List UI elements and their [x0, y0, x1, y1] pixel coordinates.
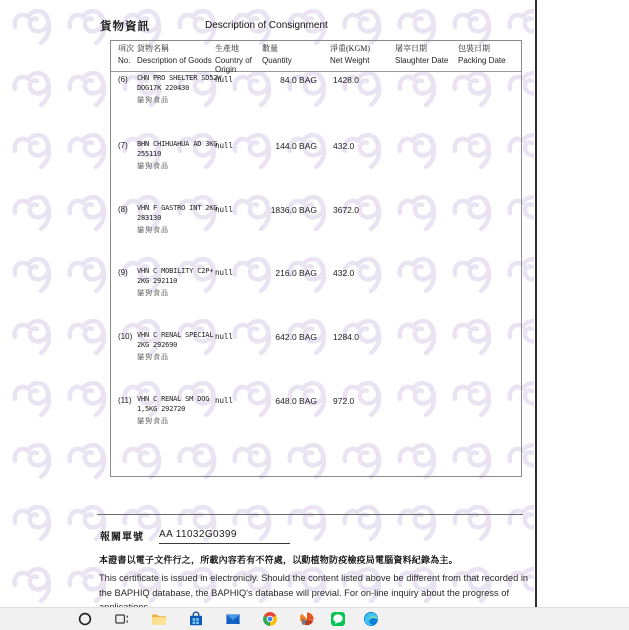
- table-row: [111, 267, 521, 327]
- quantity-value: 84.0 BAG: [280, 75, 317, 85]
- file-explorer-button[interactable]: [151, 611, 167, 627]
- declaration-number-label: 報關單號: [100, 532, 144, 543]
- quantity-value: 642.0 BAG: [275, 332, 317, 342]
- section-title-en: Description of Consignment: [205, 20, 328, 31]
- origin-value: null: [215, 205, 234, 214]
- goods-note: 貓狗食品: [137, 288, 169, 297]
- photoscape-button[interactable]: [299, 611, 315, 627]
- section-divider: [97, 514, 523, 515]
- column-header-en: Slaughter Date: [395, 55, 449, 65]
- chrome-button[interactable]: [262, 611, 278, 627]
- microsoft-store-button[interactable]: [188, 611, 204, 627]
- column-header-en: Country of Origin: [215, 55, 252, 74]
- cortana-button[interactable]: [77, 611, 93, 627]
- edge-icon: [363, 611, 379, 627]
- notice-en-line: the BAPHIQ database, the BAPHIQ's database will previal. For on-line inquiry about the progress of: [99, 587, 510, 598]
- task-view-button[interactable]: [114, 611, 130, 627]
- goods-note: 貓狗食品: [137, 416, 169, 425]
- table-row: [111, 74, 521, 134]
- taskbar: [0, 607, 629, 630]
- row-no: (10): [118, 332, 133, 341]
- column-header-zh: 貨物名稱: [137, 44, 169, 53]
- goods-description: VHN F GASTRO INT 2KG 283130 貓狗食品: [137, 204, 229, 235]
- declaration-number-value: AA 11032G0399: [159, 529, 290, 544]
- row-no: (6): [118, 75, 128, 84]
- notice-en-line: This certificate is issued in electronicly. Should the content listed above be different from that recorded in: [99, 573, 529, 583]
- section-title-zh: 貨物資訊: [100, 21, 150, 33]
- quantity-value: 144.0 BAG: [275, 141, 317, 151]
- line-icon: [330, 611, 346, 627]
- column-header-zh: 包裝日期: [458, 44, 490, 53]
- net-weight-value: 972.0: [333, 396, 355, 406]
- notice-zh: 本證書以電子文件行之，所載內容若有不符處，以動植物防疫檢疫局電腦資料紀錄為主。: [99, 555, 458, 565]
- column-header: [330, 44, 384, 65]
- goods-note: 貓狗食品: [137, 352, 169, 361]
- net-weight-value: 1428.0: [333, 75, 359, 85]
- mail-icon: [225, 611, 241, 627]
- column-header-zh: 生產地: [215, 44, 239, 53]
- column-header: [137, 44, 215, 65]
- column-header-zh: 項次: [118, 44, 134, 53]
- column-header-zh: 數量: [262, 44, 278, 53]
- chrome-icon: [262, 611, 278, 627]
- origin-value: null: [215, 332, 234, 341]
- quantity-value: 1836.0 BAG: [270, 205, 317, 215]
- quantity-value: 648.0 BAG: [275, 396, 317, 406]
- row-no: (9): [118, 268, 128, 277]
- microsoft-store-icon: [188, 611, 204, 627]
- net-weight-value: 1284.0: [333, 332, 359, 342]
- column-header: [395, 44, 455, 65]
- origin-value: null: [215, 268, 234, 277]
- goods-description: VHN C MOBILITY C2P+ 2KG 292110 貓狗食品: [137, 267, 229, 298]
- table-row: [111, 140, 521, 200]
- column-header-en: Quantity: [262, 55, 292, 65]
- goods-description: VHN C RENAL SM DOG 1,5KG 292720 貓狗食品: [137, 395, 229, 426]
- column-header: [458, 44, 518, 65]
- task-view-icon: [114, 611, 130, 627]
- column-header-en: Net Weight: [330, 55, 370, 65]
- edge-button[interactable]: [363, 611, 379, 627]
- row-no: (11): [118, 396, 132, 405]
- goods-description: BHN CHIHUAHUA AD 3KG 255110 貓狗食品: [137, 140, 229, 171]
- table-row: [111, 331, 521, 391]
- goods-note: 貓狗食品: [137, 161, 169, 170]
- net-weight-value: 432.0: [333, 141, 355, 151]
- column-header-en: No.: [118, 55, 131, 65]
- column-header-zh: 屠宰日期: [395, 44, 427, 53]
- column-header: [118, 44, 136, 65]
- origin-value: null: [215, 141, 234, 150]
- table-header-separator: [111, 71, 521, 72]
- origin-value: null: [215, 396, 234, 405]
- net-weight-value: 3672.0: [333, 205, 359, 215]
- photoscape-icon: [299, 611, 315, 627]
- net-weight-value: 432.0: [333, 268, 355, 278]
- table-row: [111, 395, 521, 455]
- row-no: (7): [118, 141, 128, 150]
- line-button[interactable]: [330, 611, 346, 627]
- column-header: [262, 44, 308, 65]
- goods-description: VHN C RENAL SPECIAL 2KG 292690 貓狗食品: [137, 331, 229, 362]
- file-explorer-icon: [151, 611, 167, 627]
- cortana-icon: [77, 611, 93, 627]
- goods-note: 貓狗食品: [137, 95, 169, 104]
- goods-note: 貓狗食品: [137, 225, 169, 234]
- quantity-value: 216.0 BAG: [275, 268, 317, 278]
- page-edge-line: [535, 0, 537, 607]
- column-header: [215, 44, 263, 75]
- goods-description: CHN PRO SHELTER SD52W DOG17K 220430 貓狗食品: [137, 74, 229, 105]
- consignment-table: [110, 40, 522, 477]
- column-header-en: Packing Date: [458, 55, 506, 65]
- column-header-en: Description of Goods: [137, 55, 212, 65]
- mail-button[interactable]: [225, 611, 241, 627]
- origin-value: null: [215, 75, 234, 84]
- table-row: [111, 204, 521, 264]
- row-no: (8): [118, 205, 128, 214]
- column-header-zh: 淨重(KGM): [330, 44, 370, 53]
